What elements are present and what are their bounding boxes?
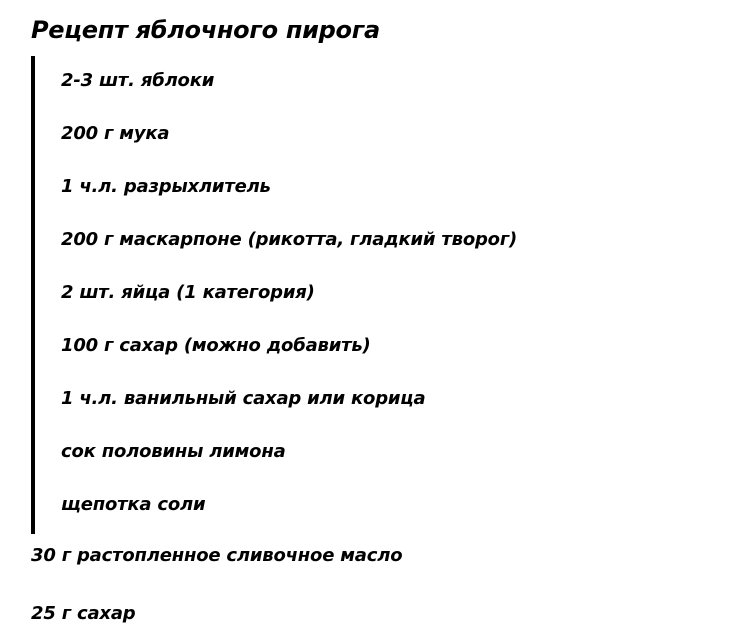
ingredient-item: 1 ч.л. ванильный сахар или корица	[61, 388, 426, 409]
ingredient-item: сок половины лимона	[61, 441, 286, 462]
ingredients-blockquote	[31, 56, 671, 534]
ingredient-item: 100 г сахар (можно добавить)	[61, 335, 371, 356]
ingredient-item: 2 шт. яйца (1 категория)	[61, 282, 315, 303]
ingredient-item: 30 г растопленное сливочное масло	[31, 545, 403, 566]
ingredient-item: 200 г маскарпоне (рикотта, гладкий творог)	[61, 229, 518, 250]
ingredient-item: 1 ч.л. разрыхлитель	[61, 176, 271, 197]
page-title: Рецепт яблочного пирога	[31, 16, 380, 44]
ingredient-item: 25 г сахар	[31, 603, 136, 624]
ingredient-item: 200 г мука	[61, 123, 170, 144]
ingredient-item: щепотка соли	[61, 494, 206, 515]
ingredient-item: 2-3 шт. яблоки	[61, 70, 215, 91]
